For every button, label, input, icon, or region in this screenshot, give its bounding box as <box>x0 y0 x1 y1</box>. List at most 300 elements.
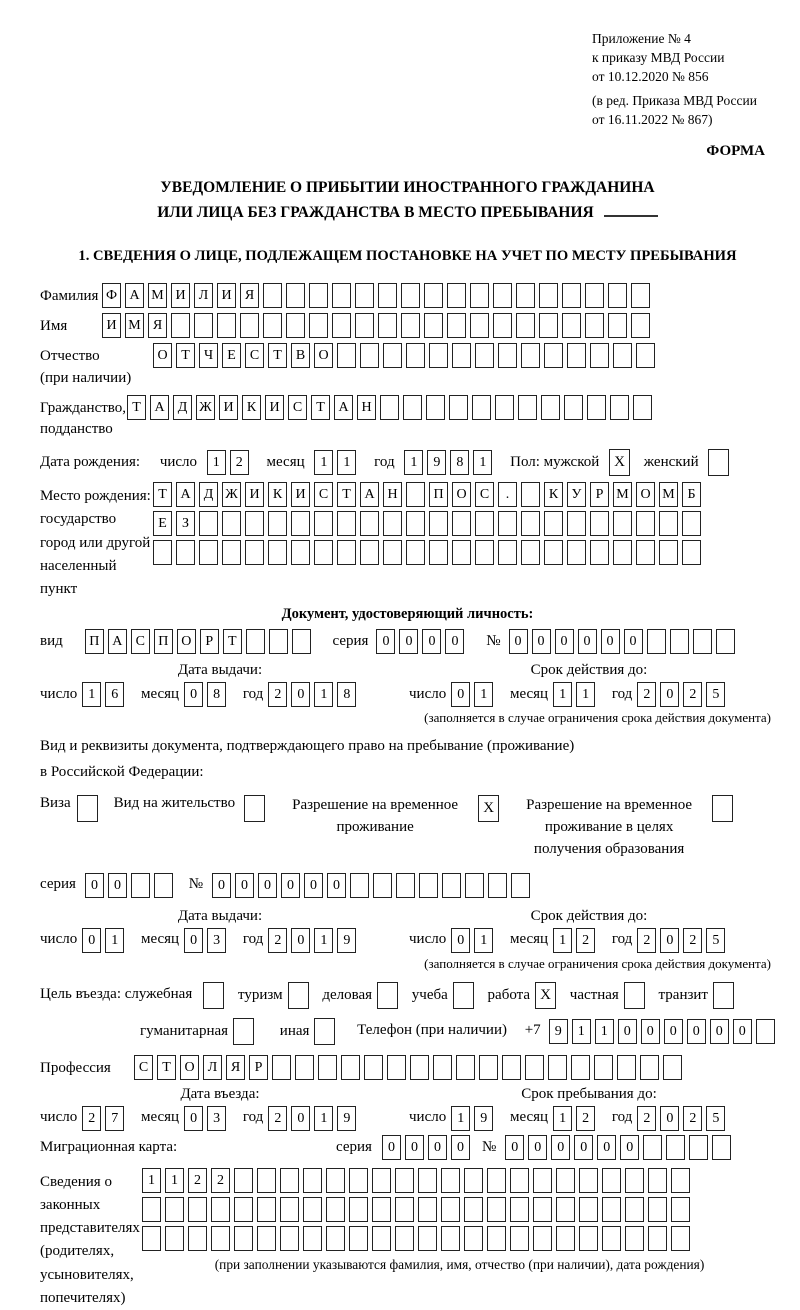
char-box[interactable] <box>608 283 627 308</box>
char-box[interactable] <box>314 511 333 536</box>
char-box[interactable] <box>442 873 461 898</box>
char-box[interactable] <box>610 395 629 420</box>
char-box[interactable] <box>424 283 443 308</box>
char-box[interactable] <box>613 343 632 368</box>
char-box[interactable]: 0 <box>291 928 310 953</box>
char-box[interactable] <box>410 1055 429 1080</box>
char-box[interactable] <box>579 1168 598 1193</box>
char-box[interactable] <box>648 1168 667 1193</box>
char-box[interactable] <box>633 395 652 420</box>
char-box[interactable] <box>452 511 471 536</box>
char-box[interactable]: И <box>245 482 264 507</box>
char-box[interactable] <box>257 1226 276 1251</box>
char-box[interactable] <box>564 395 583 420</box>
char-box[interactable] <box>579 1226 598 1251</box>
char-box[interactable]: А <box>150 395 169 420</box>
char-box[interactable]: С <box>131 629 150 654</box>
char-box[interactable] <box>562 313 581 338</box>
char-box[interactable]: С <box>134 1055 153 1080</box>
char-box[interactable] <box>602 1168 621 1193</box>
char-box[interactable] <box>647 629 666 654</box>
char-box[interactable] <box>401 313 420 338</box>
char-box[interactable] <box>396 873 415 898</box>
char-box[interactable] <box>544 343 563 368</box>
purpose-study-checkbox[interactable] <box>453 982 474 1009</box>
char-box[interactable]: Н <box>357 395 376 420</box>
char-box[interactable] <box>756 1019 775 1044</box>
char-box[interactable]: А <box>360 482 379 507</box>
char-box[interactable] <box>510 1197 529 1222</box>
char-box[interactable]: 2 <box>637 682 656 707</box>
char-box[interactable]: 1 <box>165 1168 184 1193</box>
char-box[interactable]: Я <box>226 1055 245 1080</box>
char-box[interactable] <box>403 395 422 420</box>
char-box[interactable] <box>314 540 333 565</box>
char-box[interactable] <box>263 283 282 308</box>
char-box[interactable]: 0 <box>664 1019 683 1044</box>
char-box[interactable]: 1 <box>553 682 572 707</box>
char-box[interactable] <box>590 343 609 368</box>
char-box[interactable]: 0 <box>85 873 104 898</box>
char-box[interactable]: И <box>102 313 121 338</box>
char-box[interactable] <box>337 343 356 368</box>
char-box[interactable] <box>401 283 420 308</box>
char-box[interactable]: 0 <box>405 1135 424 1160</box>
char-box[interactable]: 0 <box>578 629 597 654</box>
char-box[interactable] <box>648 1226 667 1251</box>
char-box[interactable] <box>470 283 489 308</box>
char-box[interactable]: Я <box>148 313 167 338</box>
char-box[interactable]: 3 <box>207 928 226 953</box>
char-box[interactable] <box>631 313 650 338</box>
char-box[interactable] <box>470 313 489 338</box>
char-box[interactable]: Л <box>194 283 213 308</box>
char-box[interactable] <box>456 1055 475 1080</box>
char-box[interactable]: Я <box>240 283 259 308</box>
char-box[interactable]: 2 <box>230 450 249 475</box>
char-box[interactable]: 0 <box>509 629 528 654</box>
char-box[interactable] <box>378 283 397 308</box>
char-box[interactable] <box>544 511 563 536</box>
char-box[interactable]: 1 <box>572 1019 591 1044</box>
char-box[interactable] <box>521 482 540 507</box>
char-box[interactable]: 2 <box>576 1106 595 1131</box>
char-box[interactable] <box>341 1055 360 1080</box>
char-box[interactable]: 0 <box>108 873 127 898</box>
char-box[interactable] <box>495 395 514 420</box>
char-box[interactable]: М <box>613 482 632 507</box>
char-box[interactable]: 1 <box>474 928 493 953</box>
char-box[interactable] <box>268 511 287 536</box>
char-box[interactable] <box>280 1168 299 1193</box>
male-checkbox[interactable]: X <box>609 449 630 476</box>
char-box[interactable]: 2 <box>683 682 702 707</box>
char-box[interactable]: 0 <box>428 1135 447 1160</box>
char-box[interactable] <box>234 1197 253 1222</box>
char-box[interactable] <box>493 313 512 338</box>
char-box[interactable]: 0 <box>422 629 441 654</box>
char-box[interactable]: Е <box>153 511 172 536</box>
char-box[interactable] <box>272 1055 291 1080</box>
char-box[interactable] <box>670 629 689 654</box>
char-box[interactable]: З <box>176 511 195 536</box>
char-box[interactable] <box>666 1135 685 1160</box>
char-box[interactable]: Ж <box>222 482 241 507</box>
char-box[interactable]: О <box>177 629 196 654</box>
char-box[interactable] <box>142 1226 161 1251</box>
char-box[interactable]: 0 <box>624 629 643 654</box>
char-box[interactable] <box>291 540 310 565</box>
char-box[interactable]: 2 <box>268 928 287 953</box>
char-box[interactable]: 2 <box>188 1168 207 1193</box>
char-box[interactable] <box>199 511 218 536</box>
char-box[interactable]: О <box>180 1055 199 1080</box>
char-box[interactable]: 0 <box>641 1019 660 1044</box>
char-box[interactable] <box>269 629 288 654</box>
char-box[interactable] <box>349 1197 368 1222</box>
char-box[interactable]: А <box>176 482 195 507</box>
char-box[interactable]: 9 <box>337 928 356 953</box>
char-box[interactable]: Б <box>682 482 701 507</box>
char-box[interactable]: 1 <box>473 450 492 475</box>
char-box[interactable] <box>418 1226 437 1251</box>
char-box[interactable] <box>447 283 466 308</box>
char-box[interactable]: Р <box>590 482 609 507</box>
char-box[interactable] <box>671 1168 690 1193</box>
char-box[interactable] <box>498 343 517 368</box>
char-box[interactable] <box>429 511 448 536</box>
char-box[interactable]: 0 <box>445 629 464 654</box>
char-box[interactable] <box>541 395 560 420</box>
char-box[interactable]: 1 <box>337 450 356 475</box>
char-box[interactable] <box>465 873 484 898</box>
char-box[interactable]: 9 <box>337 1106 356 1131</box>
char-box[interactable]: П <box>85 629 104 654</box>
char-box[interactable] <box>510 1226 529 1251</box>
char-box[interactable] <box>257 1168 276 1193</box>
char-box[interactable] <box>625 1168 644 1193</box>
char-box[interactable] <box>636 343 655 368</box>
char-box[interactable] <box>349 1226 368 1251</box>
char-box[interactable]: П <box>429 482 448 507</box>
char-box[interactable] <box>475 511 494 536</box>
char-box[interactable] <box>533 1168 552 1193</box>
char-box[interactable]: 2 <box>637 1106 656 1131</box>
temp-residence-education-checkbox[interactable] <box>712 795 733 822</box>
char-box[interactable] <box>350 873 369 898</box>
char-box[interactable]: 0 <box>258 873 277 898</box>
char-box[interactable] <box>544 540 563 565</box>
char-box[interactable]: Т <box>337 482 356 507</box>
char-box[interactable]: Т <box>311 395 330 420</box>
char-box[interactable] <box>521 540 540 565</box>
char-box[interactable] <box>222 540 241 565</box>
char-box[interactable] <box>429 343 448 368</box>
char-box[interactable] <box>337 540 356 565</box>
residence-permit-checkbox[interactable] <box>244 795 265 822</box>
temp-residence-checkbox[interactable]: X <box>478 795 499 822</box>
char-box[interactable]: 0 <box>376 629 395 654</box>
char-box[interactable] <box>364 1055 383 1080</box>
char-box[interactable] <box>636 540 655 565</box>
char-box[interactable] <box>372 1168 391 1193</box>
purpose-tourism-checkbox[interactable] <box>288 982 309 1009</box>
char-box[interactable] <box>447 313 466 338</box>
char-box[interactable] <box>240 313 259 338</box>
char-box[interactable] <box>383 511 402 536</box>
char-box[interactable]: 0 <box>291 1106 310 1131</box>
char-box[interactable]: 0 <box>597 1135 616 1160</box>
char-box[interactable] <box>433 1055 452 1080</box>
char-box[interactable]: 1 <box>595 1019 614 1044</box>
char-box[interactable] <box>539 283 558 308</box>
char-box[interactable]: 0 <box>327 873 346 898</box>
char-box[interactable]: А <box>108 629 127 654</box>
char-box[interactable] <box>579 1197 598 1222</box>
char-box[interactable]: 0 <box>235 873 254 898</box>
char-box[interactable] <box>613 511 632 536</box>
char-box[interactable] <box>479 1055 498 1080</box>
char-box[interactable] <box>291 511 310 536</box>
char-box[interactable] <box>380 395 399 420</box>
char-box[interactable]: 2 <box>211 1168 230 1193</box>
char-box[interactable]: М <box>125 313 144 338</box>
char-box[interactable] <box>590 511 609 536</box>
char-box[interactable]: 1 <box>451 1106 470 1131</box>
char-box[interactable]: И <box>291 482 310 507</box>
char-box[interactable]: 1 <box>142 1168 161 1193</box>
char-box[interactable]: С <box>245 343 264 368</box>
char-box[interactable]: 0 <box>184 682 203 707</box>
char-box[interactable] <box>516 313 535 338</box>
char-box[interactable]: И <box>217 283 236 308</box>
char-box[interactable]: С <box>288 395 307 420</box>
char-box[interactable]: 2 <box>576 928 595 953</box>
char-box[interactable]: 0 <box>620 1135 639 1160</box>
char-box[interactable]: 1 <box>553 1106 572 1131</box>
char-box[interactable]: 1 <box>314 1106 333 1131</box>
char-box[interactable]: Ф <box>102 283 121 308</box>
char-box[interactable] <box>165 1197 184 1222</box>
char-box[interactable] <box>332 283 351 308</box>
char-box[interactable] <box>395 1226 414 1251</box>
char-box[interactable]: Р <box>249 1055 268 1080</box>
char-box[interactable] <box>360 511 379 536</box>
char-box[interactable]: А <box>334 395 353 420</box>
char-box[interactable] <box>464 1197 483 1222</box>
char-box[interactable]: О <box>153 343 172 368</box>
char-box[interactable]: 1 <box>314 928 333 953</box>
char-box[interactable] <box>487 1226 506 1251</box>
char-box[interactable] <box>488 873 507 898</box>
char-box[interactable]: О <box>636 482 655 507</box>
purpose-official-checkbox[interactable] <box>203 982 224 1009</box>
char-box[interactable] <box>602 1226 621 1251</box>
char-box[interactable] <box>257 1197 276 1222</box>
char-box[interactable] <box>510 1168 529 1193</box>
char-box[interactable]: Л <box>203 1055 222 1080</box>
char-box[interactable] <box>562 283 581 308</box>
char-box[interactable] <box>521 343 540 368</box>
char-box[interactable]: 0 <box>291 682 310 707</box>
char-box[interactable] <box>625 1226 644 1251</box>
char-box[interactable] <box>712 1135 731 1160</box>
char-box[interactable] <box>395 1197 414 1222</box>
char-box[interactable]: 0 <box>710 1019 729 1044</box>
char-box[interactable] <box>326 1197 345 1222</box>
char-box[interactable] <box>303 1197 322 1222</box>
char-box[interactable]: Т <box>157 1055 176 1080</box>
char-box[interactable] <box>188 1226 207 1251</box>
char-box[interactable] <box>360 343 379 368</box>
char-box[interactable]: П <box>154 629 173 654</box>
char-box[interactable] <box>268 540 287 565</box>
char-box[interactable] <box>419 873 438 898</box>
char-box[interactable]: 5 <box>706 682 725 707</box>
char-box[interactable]: 9 <box>549 1019 568 1044</box>
char-box[interactable] <box>246 629 265 654</box>
char-box[interactable]: 8 <box>337 682 356 707</box>
char-box[interactable] <box>406 343 425 368</box>
char-box[interactable]: 1 <box>474 682 493 707</box>
char-box[interactable]: . <box>498 482 517 507</box>
char-box[interactable]: 1 <box>404 450 423 475</box>
char-box[interactable] <box>452 343 471 368</box>
char-box[interactable] <box>533 1197 552 1222</box>
char-box[interactable] <box>671 1226 690 1251</box>
char-box[interactable]: 0 <box>451 682 470 707</box>
char-box[interactable] <box>548 1055 567 1080</box>
char-box[interactable]: 9 <box>427 450 446 475</box>
char-box[interactable] <box>309 313 328 338</box>
char-box[interactable] <box>199 540 218 565</box>
char-box[interactable] <box>154 873 173 898</box>
char-box[interactable]: 0 <box>660 1106 679 1131</box>
char-box[interactable]: К <box>242 395 261 420</box>
char-box[interactable] <box>689 1135 708 1160</box>
char-box[interactable] <box>245 540 264 565</box>
char-box[interactable] <box>383 540 402 565</box>
char-box[interactable] <box>309 283 328 308</box>
char-box[interactable]: Т <box>127 395 146 420</box>
char-box[interactable] <box>449 395 468 420</box>
char-box[interactable]: 7 <box>105 1106 124 1131</box>
char-box[interactable] <box>472 395 491 420</box>
char-box[interactable] <box>372 1226 391 1251</box>
char-box[interactable] <box>406 482 425 507</box>
char-box[interactable]: А <box>125 283 144 308</box>
char-box[interactable] <box>671 1197 690 1222</box>
char-box[interactable]: 0 <box>555 629 574 654</box>
char-box[interactable] <box>567 540 586 565</box>
char-box[interactable] <box>280 1197 299 1222</box>
char-box[interactable] <box>292 629 311 654</box>
char-box[interactable] <box>716 629 735 654</box>
char-box[interactable]: 3 <box>207 1106 226 1131</box>
char-box[interactable] <box>571 1055 590 1080</box>
char-box[interactable]: М <box>148 283 167 308</box>
char-box[interactable] <box>360 540 379 565</box>
char-box[interactable] <box>487 1168 506 1193</box>
char-box[interactable] <box>406 511 425 536</box>
char-box[interactable] <box>441 1226 460 1251</box>
char-box[interactable] <box>682 540 701 565</box>
char-box[interactable]: 0 <box>532 629 551 654</box>
char-box[interactable] <box>511 873 530 898</box>
char-box[interactable] <box>567 511 586 536</box>
char-box[interactable] <box>378 313 397 338</box>
char-box[interactable]: 0 <box>551 1135 570 1160</box>
char-box[interactable] <box>337 511 356 536</box>
char-box[interactable]: 1 <box>576 682 595 707</box>
char-box[interactable] <box>372 1197 391 1222</box>
char-box[interactable]: М <box>659 482 678 507</box>
char-box[interactable]: 0 <box>733 1019 752 1044</box>
char-box[interactable]: Н <box>383 482 402 507</box>
char-box[interactable] <box>608 313 627 338</box>
char-box[interactable]: И <box>265 395 284 420</box>
char-box[interactable] <box>498 511 517 536</box>
char-box[interactable] <box>659 511 678 536</box>
char-box[interactable] <box>585 313 604 338</box>
char-box[interactable]: 0 <box>281 873 300 898</box>
char-box[interactable] <box>590 540 609 565</box>
char-box[interactable] <box>217 313 236 338</box>
char-box[interactable] <box>234 1226 253 1251</box>
char-box[interactable] <box>640 1055 659 1080</box>
char-box[interactable]: 0 <box>528 1135 547 1160</box>
char-box[interactable] <box>194 313 213 338</box>
char-box[interactable]: 8 <box>450 450 469 475</box>
char-box[interactable] <box>326 1168 345 1193</box>
char-box[interactable]: 0 <box>618 1019 637 1044</box>
char-box[interactable]: 0 <box>399 629 418 654</box>
char-box[interactable]: 0 <box>574 1135 593 1160</box>
char-box[interactable] <box>355 313 374 338</box>
char-box[interactable]: 0 <box>601 629 620 654</box>
char-box[interactable] <box>441 1197 460 1222</box>
char-box[interactable]: 1 <box>314 682 333 707</box>
char-box[interactable]: 0 <box>82 928 101 953</box>
char-box[interactable]: О <box>314 343 333 368</box>
char-box[interactable] <box>521 511 540 536</box>
char-box[interactable]: 0 <box>451 928 470 953</box>
char-box[interactable] <box>418 1197 437 1222</box>
char-box[interactable] <box>475 540 494 565</box>
char-box[interactable] <box>663 1055 682 1080</box>
char-box[interactable]: С <box>475 482 494 507</box>
char-box[interactable] <box>188 1197 207 1222</box>
char-box[interactable]: Т <box>268 343 287 368</box>
char-box[interactable] <box>518 395 537 420</box>
char-box[interactable] <box>493 283 512 308</box>
char-box[interactable] <box>487 1197 506 1222</box>
char-box[interactable] <box>303 1226 322 1251</box>
char-box[interactable] <box>395 1168 414 1193</box>
char-box[interactable] <box>585 283 604 308</box>
char-box[interactable] <box>516 283 535 308</box>
char-box[interactable] <box>332 313 351 338</box>
char-box[interactable] <box>502 1055 521 1080</box>
char-box[interactable]: И <box>171 283 190 308</box>
char-box[interactable] <box>464 1226 483 1251</box>
char-box[interactable] <box>131 873 150 898</box>
char-box[interactable]: О <box>452 482 471 507</box>
char-box[interactable]: 2 <box>683 928 702 953</box>
char-box[interactable] <box>631 283 650 308</box>
char-box[interactable]: 0 <box>687 1019 706 1044</box>
char-box[interactable]: Р <box>200 629 219 654</box>
